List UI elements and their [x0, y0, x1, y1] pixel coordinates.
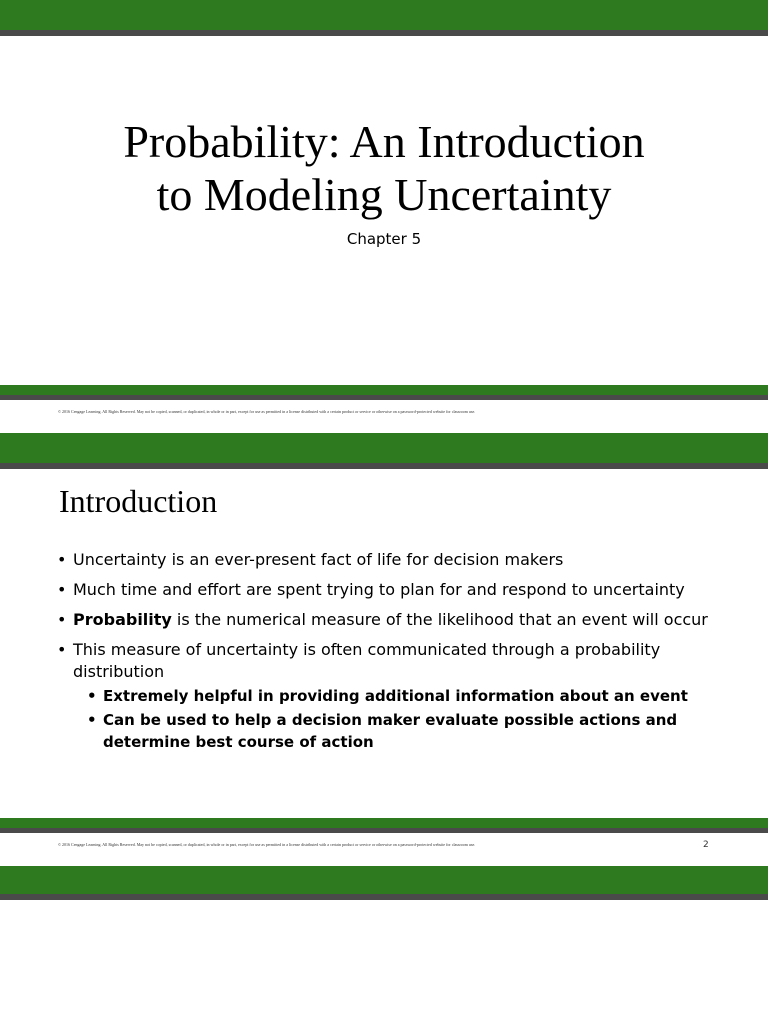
- sub-bullet-item: [73, 685, 737, 707]
- bullet-item: [57, 639, 737, 753]
- slide2-copyright: © 2016 Cengage Learning. All Rights Reserved. May not be copied, scanned, or duplicated, in whole or in part, except for use as permitted in a license distributed with a certain product or service or otherwise on a password-protected website for classroom use.: [58, 842, 476, 847]
- slide1-title-line1: Probability: An Introduction: [123, 116, 645, 167]
- bullet-text: Uncertainty is an ever-present fact of life for decision makers: [73, 550, 564, 569]
- slide2-heading: Introduction: [59, 483, 218, 519]
- slide2-top-gray-band: [0, 463, 768, 469]
- bullet-text: Much time and effort are spent trying to plan for and respond to uncertainty: [73, 580, 685, 599]
- bullet-bold-term: Probability: [73, 610, 172, 629]
- bullet-item: [57, 609, 737, 631]
- slide2-top-green-band: [0, 433, 768, 463]
- bullet-item: [57, 549, 737, 571]
- sub-bullet-text: Extremely helpful in providing additional information about an event: [103, 687, 688, 705]
- slide2-bullet-list: [57, 549, 737, 761]
- slide3-top-gray-band: [0, 894, 768, 900]
- slide1-top-gray-band: [0, 30, 768, 36]
- slide2-footer-green-band: [0, 818, 768, 828]
- slide1-copyright: © 2016 Cengage Learning. All Rights Reserved. May not be copied, scanned, or duplicated, in whole or in part, except for use as permitted in a license distributed with a certain product or service or otherwise on a password-protected website for classroom use.: [58, 409, 476, 414]
- slide2-page-number: 2: [703, 840, 709, 850]
- slide1-subtitle: Chapter 5: [346, 230, 422, 248]
- slide1-title-line2: to Modeling Uncertainty: [156, 169, 612, 220]
- sub-bullet-item: [73, 709, 737, 753]
- sub-bullet-text: Can be used to help a decision maker evaluate possible actions and determine best course of action: [103, 711, 678, 751]
- sub-bullet-list: [73, 685, 737, 753]
- slide1-title: [0, 115, 768, 221]
- slide1-top-green-band: [0, 0, 768, 30]
- slide1-footer-green-band: [0, 385, 768, 395]
- slide2-footer-gray-band: [0, 828, 768, 833]
- bullet-item: [57, 579, 737, 601]
- slide1-footer-gray-band: [0, 395, 768, 400]
- bullet-text: This measure of uncertainty is often communicated through a probability distribution: [73, 640, 661, 681]
- slide3-top-green-band: [0, 866, 768, 894]
- bullet-text: is the numerical measure of the likelihood that an event will occur: [171, 610, 708, 629]
